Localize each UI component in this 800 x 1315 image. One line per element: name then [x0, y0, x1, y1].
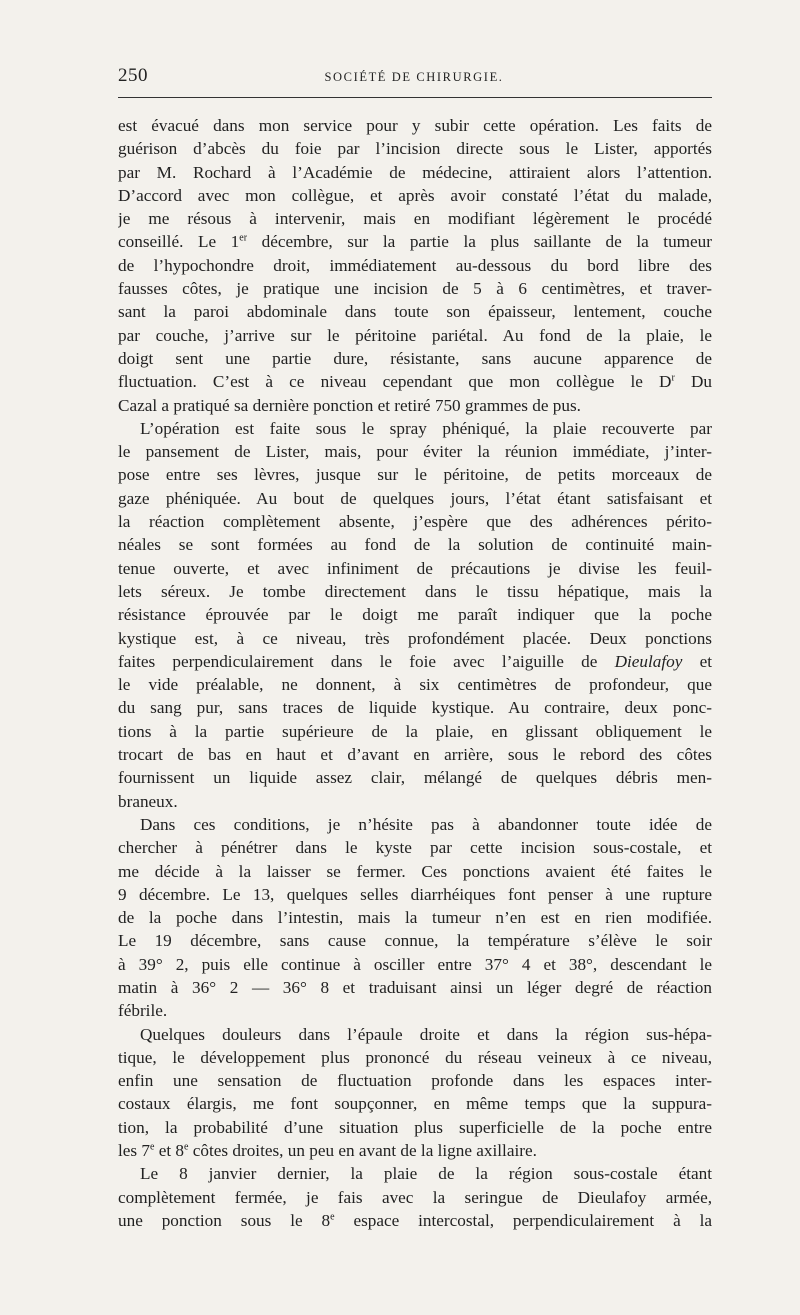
text-line	[118, 627, 712, 650]
text-line	[118, 999, 712, 1022]
text-line	[118, 603, 712, 626]
line-text: fébrile.	[118, 1001, 168, 1021]
line-text: du sang pur, sans traces de liquide kystique. Au contraire, deux ponc-	[118, 698, 712, 718]
line-text: côtes droites, un peu en avant de la ligne axillaire.	[188, 1141, 537, 1161]
line-text: à 39° 2, puis elle continue à osciller entre 37° 4 et 38°, descendant le	[118, 954, 712, 974]
text-line	[118, 1186, 712, 1209]
text-line	[118, 137, 712, 160]
line-text: trocart de bas en haut et d’avant en arrière, sous le rebord des côtes	[118, 745, 712, 765]
text-line	[118, 161, 712, 184]
text-line	[118, 1092, 712, 1115]
line-text: une ponction sous le 8	[118, 1210, 331, 1230]
text-line	[118, 790, 712, 813]
italic-text: Dieulafoy	[614, 651, 683, 671]
line-text: chercher à pénétrer dans le kyste par cette incision sous-costale, et	[118, 838, 712, 858]
text-line	[118, 1023, 712, 1046]
line-text: tique, le développement plus prononcé du réseau veineux à ce niveau,	[118, 1047, 712, 1067]
superscript: e	[330, 1211, 335, 1223]
line-text: de la poche dans l’intestin, mais la tumeur n’en est en rien modifiée.	[118, 908, 712, 928]
text-line	[118, 883, 712, 906]
line-text: fausses côtes, je pratique une incision de 5 à 6 centimètres, et traver-	[118, 279, 712, 299]
text-line	[118, 440, 712, 463]
line-text: résistance éprouvée par le doigt me paraît indiquer que la poche	[118, 605, 712, 625]
text-line	[118, 1209, 712, 1232]
text-line	[118, 230, 712, 253]
line-text: Cazal a pratiqué sa dernière ponction et retiré 750 grammes de pus.	[118, 395, 581, 415]
text-line	[118, 394, 712, 417]
text-line	[118, 254, 712, 277]
text-line	[118, 766, 712, 789]
line-text: et 8	[154, 1141, 185, 1161]
text-line	[118, 580, 712, 603]
text-line	[118, 650, 712, 673]
text-line	[118, 1116, 712, 1139]
superscript: r	[671, 372, 675, 384]
line-text: Du	[674, 372, 712, 392]
line-text: le vide préalable, ne donnent, à six centimètres de profondeur, que	[118, 675, 712, 695]
line-text: complètement fermée, je fais avec la seringue de Dieulafoy armée,	[118, 1187, 712, 1207]
text-line	[118, 463, 712, 486]
text-line	[118, 184, 712, 207]
header-rule	[118, 97, 712, 98]
text-line	[118, 417, 712, 440]
line-text: braneux.	[118, 791, 178, 811]
line-text: par couche, j’arrive sur le péritoine pariétal. Au fond de la plaie, le	[118, 325, 712, 345]
running-head: SOCIÉTÉ DE CHIRURGIE.	[324, 70, 504, 84]
line-text: la réaction complètement absente, j’espère que des adhérences périto-	[118, 512, 712, 532]
text-line	[118, 673, 712, 696]
text-line	[118, 1139, 712, 1162]
text-line	[118, 953, 712, 976]
line-text: costaux élargis, me font soupçonner, en même temps que la suppura-	[118, 1094, 712, 1114]
text-line	[118, 207, 712, 230]
page-number: 250	[118, 65, 148, 86]
line-text: faites perpendiculairement dans le foie avec l’aiguille de	[118, 651, 615, 671]
text-line	[118, 324, 712, 347]
text-line	[118, 1069, 712, 1092]
line-text: matin à 36° 2 — 36° 8 et traduisant ainsi un léger degré de réaction	[118, 977, 712, 997]
superscript: e	[184, 1141, 189, 1153]
text-line	[118, 1162, 712, 1185]
line-text: Quelques douleurs dans l’épaule droite et dans la région sus-hépa-	[140, 1024, 712, 1044]
line-text: lets séreux. Je tombe directement dans le tissu hépatique, mais la	[118, 581, 712, 601]
text-line	[118, 557, 712, 580]
text-line	[118, 114, 712, 137]
text-line	[118, 976, 712, 999]
text-line	[118, 347, 712, 370]
text-line	[118, 929, 712, 952]
line-text: est évacué dans mon service pour y subir cette opération. Les faits de	[118, 116, 712, 135]
text-line	[118, 1046, 712, 1069]
line-text: D’accord avec mon collègue, et après avoir constaté l’état du malade,	[118, 185, 712, 205]
line-text: conseillé. Le 1	[118, 232, 240, 252]
line-text: Le 8 janvier dernier, la plaie de la région sous-costale étant	[140, 1164, 712, 1184]
line-text: gaze phéniquée. Au bout de quelques jours, l’état étant satisfaisant et	[118, 488, 712, 508]
line-text: pose entre ses lèvres, jusque sur le péritoine, de petits morceaux de	[118, 465, 712, 485]
text-line	[118, 300, 712, 323]
line-text: je me résous à intervenir, mais en modifiant légèrement le procédé	[118, 209, 712, 229]
line-text: tions à la partie supérieure de la plaie, en glissant obliquement le	[118, 721, 712, 741]
text-line	[118, 860, 712, 883]
line-text: de l’hypochondre droit, immédiatement au-dessous du bord libre des	[118, 255, 712, 275]
line-text: guérison d’abcès du foie par l’incision directe sous le Lister, apportés	[118, 139, 712, 159]
line-text: le pansement de Lister, mais, pour éviter la réunion immédiate, j’inter-	[118, 442, 712, 462]
line-text: néales se sont formées au fond de la solution de continuité main-	[118, 535, 712, 555]
text-line	[118, 533, 712, 556]
text-line	[118, 813, 712, 836]
line-text: Le 19 décembre, sans cause connue, la température s’élève le soir	[118, 931, 712, 951]
line-text: 9 décembre. Le 13, quelques selles diarrhéiques font penser à une rupture	[118, 884, 712, 904]
line-text: fluctuation. C’est à ce niveau cependant que mon collègue le D	[118, 372, 672, 392]
text-line	[118, 836, 712, 859]
line-text: sant la paroi abdominale dans toute son épaisseur, lentement, couche	[118, 302, 712, 322]
text-line	[118, 370, 712, 393]
line-text: décembre, sur la partie la plus saillante de la tumeur	[247, 232, 712, 252]
text-line	[118, 720, 712, 743]
line-text: me décide à la laisser se fermer. Ces ponctions avaient été faites le	[118, 861, 712, 881]
line-text: espace intercostal, perpendiculairement à la	[334, 1210, 712, 1230]
superscript: er	[239, 232, 248, 244]
line-text: enfin une sensation de fluctuation profonde dans les espaces inter-	[118, 1071, 712, 1091]
line-text: fournissent un liquide assez clair, mélangé de quelques débris men-	[118, 768, 712, 788]
text-line	[118, 277, 712, 300]
text-line	[118, 510, 712, 533]
line-text: tenue ouverte, et avec infiniment de précautions je divise les feuil-	[118, 558, 712, 578]
line-text: Dans ces conditions, je n’hésite pas à abandonner toute idée de	[140, 814, 712, 834]
line-text: par M. Rochard à l’Académie de médecine, attiraient alors l’attention.	[118, 162, 712, 182]
line-text: kystique est, à ce niveau, très profondément placée. Deux ponctions	[118, 628, 712, 648]
superscript: e	[149, 1141, 155, 1153]
body-text	[118, 114, 712, 1232]
line-text: tion, la probabilité d’une situation plus superficielle de la poche entre	[118, 1117, 712, 1137]
line-text: doigt sent une partie dure, résistante, sans aucune apparence de	[118, 348, 712, 368]
text-line	[118, 906, 712, 929]
text-line	[118, 743, 712, 766]
line-text: et	[682, 651, 712, 671]
line-text: les 7	[118, 1141, 150, 1161]
text-line	[118, 487, 712, 510]
page-header	[118, 64, 710, 90]
line-text: L’opération est faite sous le spray phéniqué, la plaie recouverte par	[140, 418, 712, 438]
text-line	[118, 696, 712, 719]
